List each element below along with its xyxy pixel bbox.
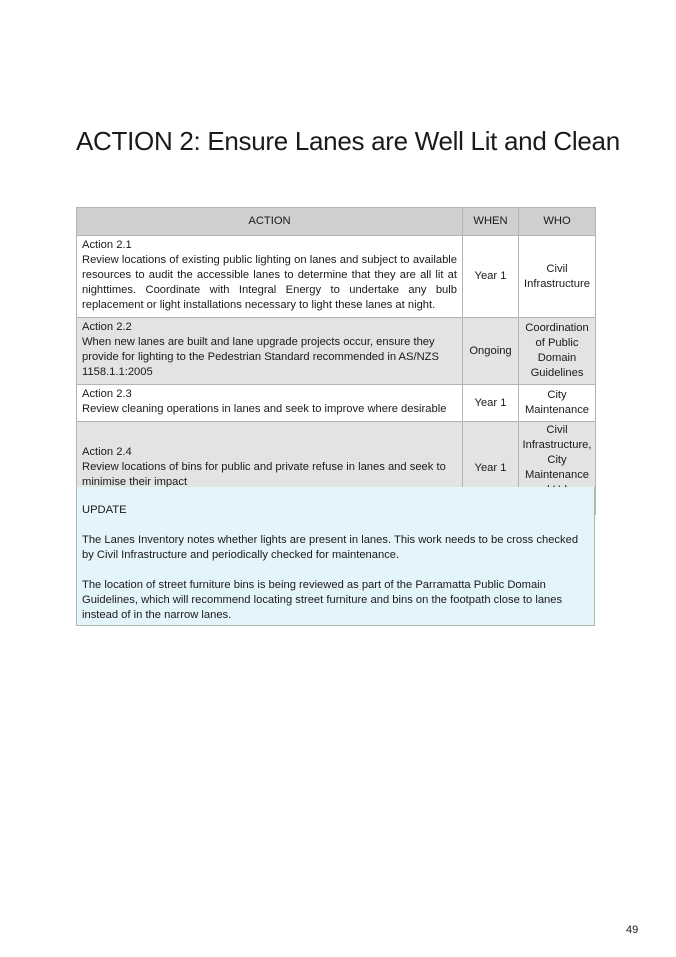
who-cell: Civil Infrastructure bbox=[519, 236, 596, 318]
update-paragraph: The Lanes Inventory notes whether lights are present in lanes. This work needs to be cross checked by Civil Infrastructure and periodically checked for maintenance. bbox=[82, 534, 579, 561]
action-text: Review cleaning operations in lanes and seek to improve where desirable bbox=[82, 403, 447, 415]
update-paragraph: The location of street furniture bins is being reviewed as part of the Parramatta Public Domain Guidelines, which will recommend locating street furniture and bins on the footpath close to lanes instead of in the narrow lanes. bbox=[82, 579, 563, 621]
action-id: Action 2.3 bbox=[82, 388, 132, 400]
table-row bbox=[77, 385, 596, 422]
table-row bbox=[77, 236, 596, 318]
page-title: ACTION 2: Ensure Lanes are Well Lit and Clean bbox=[76, 126, 620, 156]
when-cell: Ongoing bbox=[463, 318, 519, 385]
column-header-action: ACTION bbox=[77, 208, 463, 236]
action-cell bbox=[77, 318, 463, 385]
page-number: 49 bbox=[626, 924, 639, 936]
table-row bbox=[77, 318, 596, 385]
column-header-who: WHO bbox=[519, 208, 596, 236]
when-cell: Year 1 bbox=[463, 422, 519, 515]
action-text: Review locations of existing public lighting on lanes and subject to available resources to audit the accessible lanes to determine that they are all lit at nighttimes. Coordinate with Integral Energy to undertake any bulb replacement or light installations necessary to light these lanes at night. bbox=[82, 254, 457, 311]
who-cell: Civil Infrastructure, City Maintenance bbox=[519, 422, 596, 515]
action-cell bbox=[77, 385, 463, 422]
update-heading: UPDATE bbox=[82, 504, 127, 516]
who-cell: Coordination of Public Domain Guidelines bbox=[519, 318, 596, 385]
action-cell bbox=[77, 236, 463, 318]
action-id: Action 2.2 bbox=[82, 321, 132, 333]
when-cell: Year 1 bbox=[463, 385, 519, 422]
update-box bbox=[76, 487, 595, 626]
who-cell: City Maintenance bbox=[519, 385, 596, 422]
action-id: Action 2.4 bbox=[82, 445, 132, 458]
table-header-row bbox=[77, 208, 596, 236]
when-cell: Year 1 bbox=[463, 236, 519, 318]
action-text: When new lanes are built and lane upgrade projects occur, ensure they provide for lighting to the Pedestrian Standard recommended in AS/NZS 1158.1.1:2005 bbox=[82, 336, 439, 378]
column-header-when: WHEN bbox=[463, 208, 519, 236]
action-table bbox=[76, 207, 596, 515]
action-text: Review locations of bins for public and private refuse in lanes and seek to minimise their impact bbox=[82, 460, 446, 488]
action-id: Action 2.1 bbox=[82, 239, 132, 251]
